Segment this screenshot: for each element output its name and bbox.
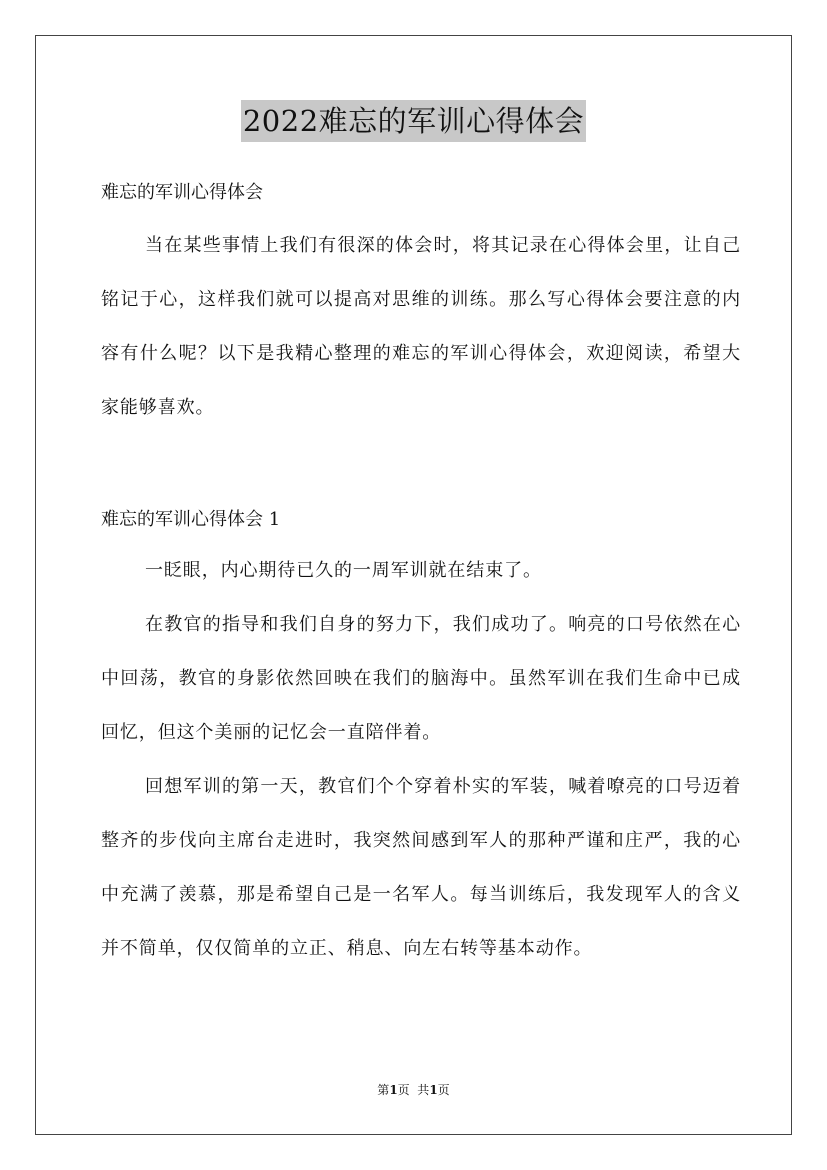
- footer-page-number: 1: [389, 1083, 398, 1097]
- title-wrap: [0, 100, 827, 142]
- section-heading: 难忘的军训心得体会 1: [101, 509, 281, 530]
- footer-page-mid: 页 共: [397, 1083, 430, 1097]
- footer-page-prefix: 第: [377, 1083, 390, 1097]
- body-paragraph-3: 回想军训的第一天，教官们个个穿着朴实的军装，喊着嘹亮的口号迈着整齐的步伐向主席台走进时，我突然间感到军人的那种严谨和庄严，我的心中充满了羡慕，那是希望自己是一名军人。每当训练后，我发现军人的含义并不简单，仅仅简单的立正、稍息、向左右转等基本动作。: [101, 776, 741, 959]
- footer-page-total: 1: [429, 1083, 438, 1097]
- document-title: 2022难忘的军训心得体会: [241, 100, 586, 142]
- intro-paragraph: 当在某些事情上我们有很深的体会时，将其记录在心得体会里，让自己铭记于心，这样我们就可以提高对思维的训练。那么写心得体会要注意的内容有什么呢？以下是我精心整理的难忘的军训心得体会，欢迎阅读，希望大家能够喜欢。: [101, 235, 741, 418]
- body-paragraph-2: 在教官的指导和我们自身的努力下，我们成功了。响亮的口号依然在心中回荡，教官的身影依然回映在我们的脑海中。虽然军训在我们生命中已成回忆，但这个美丽的记忆会一直陪伴着。: [101, 614, 741, 743]
- document-subtitle: 难忘的军训心得体会: [101, 182, 263, 203]
- footer-page-suffix: 页: [437, 1083, 450, 1097]
- body-paragraph-1: 一眨眼，内心期待已久的一周军训就在结束了。: [145, 560, 542, 581]
- page-footer: [0, 1082, 827, 1098]
